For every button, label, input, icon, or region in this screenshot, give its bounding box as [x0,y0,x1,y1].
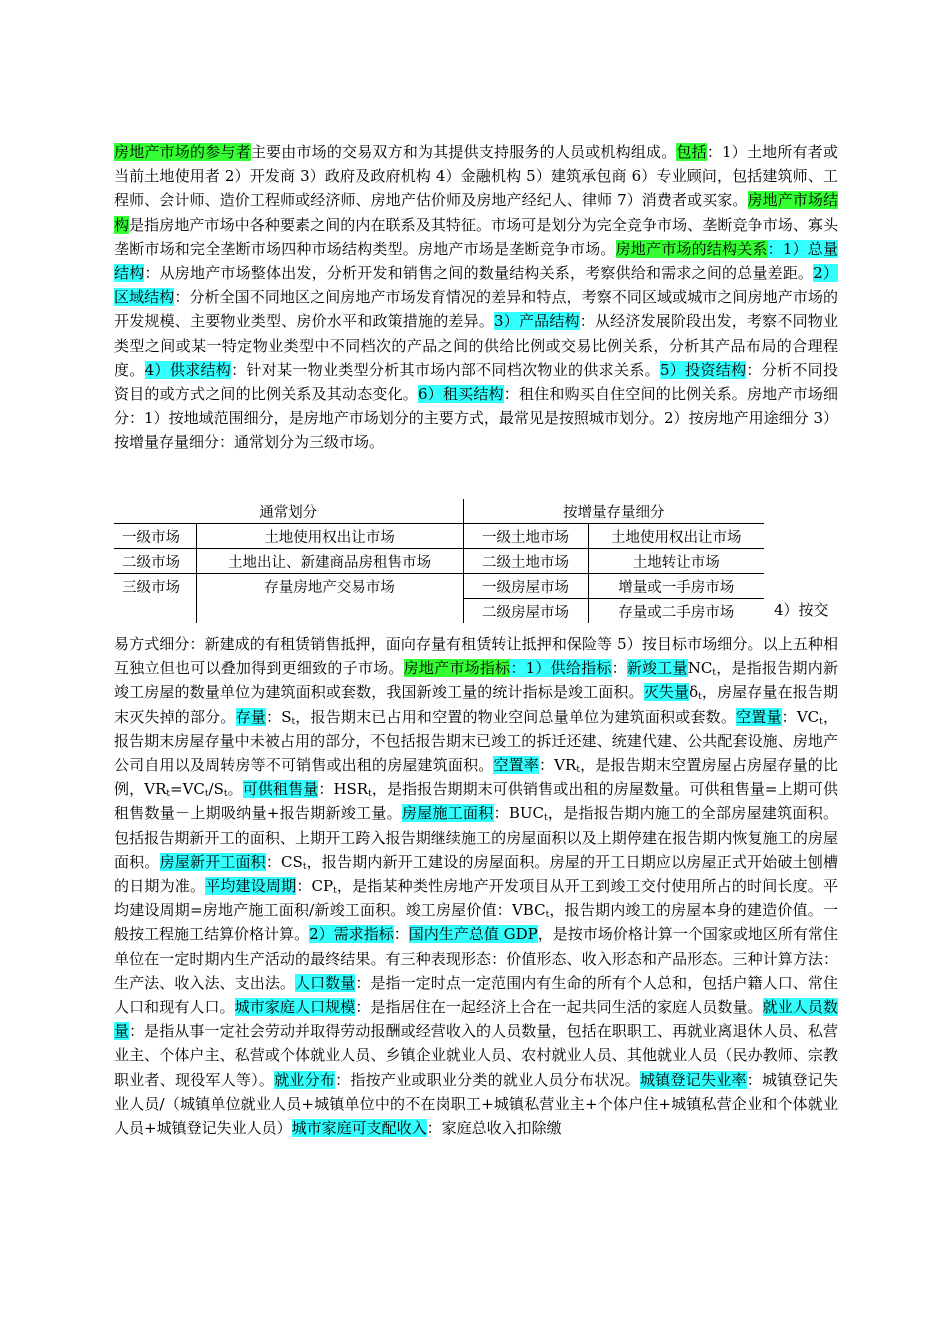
highlight-term: 房地产市场的参与者 [114,143,251,161]
highlight-term: 可供租售量 [242,780,319,799]
paragraph-market-indicators: 易方式细分：新建成的有租赁销售抵押，面向存量有租赁转让抵押和保险等 5）按目标市场细分。以上五种相互独立但也可以叠加得到更细致的子市场。房地产市场指标：1）供给指标：新竣工量$NC_t$，是指报告期内新竣工房屋的数量单位为建筑面积或套数，我国新竣工量的统计指标是竣工面积。灭失量$\delta_t$，房屋存量在报告期末灭失掉的部分。存量：$S_t$，报告期末已占用和空置的物业空间总量单位为建筑面积或套数。空置量：$VC_t$，报告期末房屋存量中未被占用的部分，不包括报告期末已竣工的拆迁还建、统建代建、公共配套设施、房地产公司自用以及周转房等不可销售或出租的房屋建筑面积。空置率：$VR_t$，是报告期末空置房屋占房屋存量的比例，$VR_t=VC_t/S_t$。可供租售量：$HSR_t$，是指报告期期末可供销售或出租的房屋数量。可供租售量=上期可供租售数量－上期吸纳量+报告期新竣工量。房屋施工面积：$BUC_t$，是指报告期内施工的全部房屋建筑面积。包括报告期新开工的面积、上期开工跨入报告期继续施工的房屋面积以及上期停建在报告期内恢复施工的房屋面积。房屋新开工面积：$CS_t$，报告期内新开工建设的房屋面积。房屋的开工日期应以房屋正式开始破土刨槽的日期为准。平均建设周期：$CP_t$，是指某种类性房地产开发项目从开工到竣工交付使用所占的时间长度。平均建设周期=房地产施工面积/新竣工面积。竣工房屋价值：$VBC_t$，报告期内竣工的房屋本身的建造价值。一般按工程施工结算价格计算。2）需求指标：国内生产总值 GDP，是按市场价格计算一个国家或地区所有常住单位在一定时期内生产活动的最终结果。有三种表现形态：价值形态、收入形态和产品形态。三种计算方法：生产法、收入法、支出法。人口数量：是指一定时点一定范围内有生命的所有个人总和，包括户籍人口、常住人口和现有人口。城市家庭人口规模：是指居住在一起经济上合在一起共同生活的家庭人员数量。就业人员数量：是指从事一定社会劳动并取得劳动报酬或经营收入的人员数量，包括在职职工、再就业离退休人员、私营业主、个体户主、私营或个体就业人员、乡镇企业就业人员、农村就业人员、其他就业人员（民办教师、宗教职业者、现役军人等）。就业分布：指按产业或职业分类的就业人员分布状况。城镇登记失业率：城镇登记失业人员/（城镇单位就业人员+城镇单位中的不在岗职工+城镇私营业主+个体户住+城镇私营企业和个体就业人员+城镇登记失业人员）城市家庭可支配收入：家庭总收入扣除缴 [114,635,838,1138]
highlight-term: 存量 [235,707,266,726]
highlight-term: 新竣工量 [626,659,688,678]
market-division-table [114,499,764,623]
highlight-term: 房地产市场的结构关系 [615,239,768,258]
highlight-term: 城市家庭人口规模 [234,998,356,1017]
highlight-term: 就业人员数量 [114,998,838,1041]
highlight-term: 2）需求指标 [309,925,394,944]
highlight-term: 1）总量结构 [114,239,838,283]
highlight-term: 灭失量 [643,683,690,702]
highlight-term: 3）产品结构 [494,312,580,331]
highlight-term: 1）供给指标 [525,659,612,678]
highlight-term: 空置率 [493,756,539,775]
table-row: 三级市场 存量房地产交易市场 一级房屋市场 增量或一手房市场 [114,574,764,599]
highlight-term: 国内生产总值 GDP [408,925,538,944]
trailing-text: 4）按交 [774,601,829,619]
highlight-term: 城镇登记失业率 [640,1070,747,1089]
paragraph-market-participants: 房地产市场的参与者主要由市场的交易双方和为其提供支持服务的人员或机构组成。包括：1）土地所有者或当前土地使用者 2）开发商 3）政府及政府机构 4）金融机构 5）建筑承包商 6）专业顾问，包括建筑师、工程师、会计师、造价工程师或经济师、房地产估价师及房地产经纪人、律师 7）消费者或买家。房地产市场结构是指房地产市场中各种要素之间的内在联系及其特征。市场可是划分为完全竞争市场、垄断竞争市场、寡头垄断市场和完全垄断市场四种市场结构类型。房地产市场是垄断竞争市场。房地产市场的结构关系：1）总量结构：从房地产市场整体出发，分析开发和销售之间的数量结构关系，考察供给和需求之间的总量差距。2）区域结构：分析全国不同地区之间房地产市场发育情况的差异和特点，考察不同区域或城市之间房地产市场的开发规模、主要物业类型、房价水平和政策措施的差异。3）产品结构：从经济发展阶段出发，考察不同物业类型之间或某一特定物业类型中不同档次的产品之间的供给比例或交易比例关系，分析其产品布局的合理程度。4）供求结构：针对某一物业类型分析其市场内部不同档次物业的供求关系。5）投资结构：分析不同投资目的或方式之间的比例关系及其动态变化。6）租买结构：租住和购买自住空间的比例关系。房地产市场细分：1）按地域范围细分，是房地产市场划分的主要方式，最常见是按照城市划分。2）按房地产用途细分 3）按增量存量细分：通常划分为三级市场。 [114,143,838,452]
highlight-term: 房屋新开工面积 [159,852,266,871]
highlight-term: 房地产市场结构 [114,191,838,234]
highlight-term: 就业分布 [274,1070,336,1089]
table-header-increment: 按增量存量细分 [463,499,764,524]
highlight-term: 人口数量 [295,973,356,992]
highlight-term: 房屋施工面积 [401,804,494,823]
table-row: 一级市场 土地使用权出让市场 一级土地市场 土地使用权出让市场 [114,524,764,549]
highlight-term: 空置量 [736,707,782,726]
highlight-term: 5）投资结构 [659,360,747,379]
highlight-term: 2）区域结构 [114,264,838,307]
highlight-term: 城市家庭可支配收入 [291,1119,427,1138]
table-header-normal: 通常划分 [114,499,463,524]
highlight-term: 包括 [676,143,707,161]
highlight-term: 4）供求结构 [144,360,232,379]
highlight-term: 房地产市场指标 [403,659,511,678]
highlight-term: 平均建设周期 [205,877,297,896]
table-row: 二级市场 土地出让、新建商品房租售市场 二级土地市场 土地转让市场 [114,549,764,574]
highlight-term: 6）租买结构 [418,385,504,404]
table-header-row [114,499,764,524]
table-row: 二级房屋市场 存量或二手房市场 [114,599,764,624]
